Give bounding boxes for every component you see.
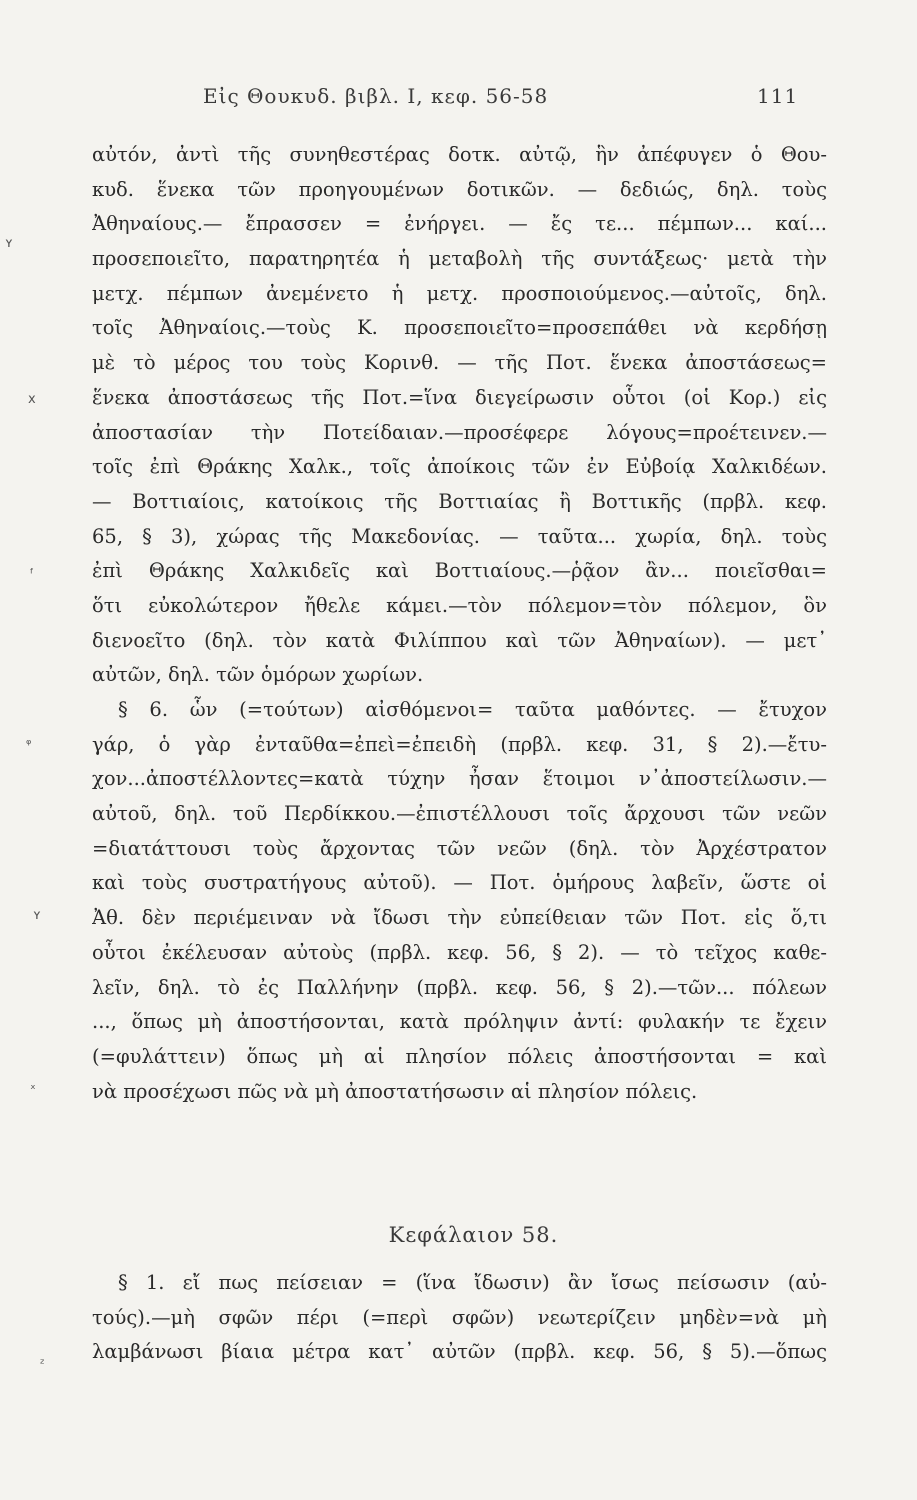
text-line: — Βοττιαίοις, κατοίκοις τῆς Βοττιαίας ἢ Βοττικῆς (πρβλ. κεφ. [92,489,827,513]
text-line: Ἀθ. δὲν περιέμειναν νὰ ἴδωσι τὴν εὐπείθειαν τῶν Ποτ. εἰς ὅ,τι [92,906,827,930]
text-line: ὅτι εὐκολώτερον ἤθελε κάμει.—τὸν πόλεμον=τὸν πόλεμον, ὃν [92,593,827,617]
text-line: προσεποιεῖτο, παρατηρητέα ἡ μεταβολὴ τῆς συντάξεως· μετὰ τὴν [92,247,827,271]
margin-mark: ᵩ [26,733,32,748]
page-number: 111 [757,84,799,108]
text-line: κυδ. ἕνεκα τῶν προηγουμένων δοτικῶν. — δεδιώς, δηλ. τοὺς [92,177,827,201]
margin-mark: ₓ [30,1078,36,1093]
margin-mark: ᶠ [30,567,34,582]
margin-mark: ᶻ [40,1357,45,1372]
text-line: ἀποστασίαν τὴν Ποτείδαιαν.—προσέφερε λόγους=προέτεινεν.— [92,420,827,444]
chapter-58-text [92,1266,827,1370]
text-line: αὐτῶν, δηλ. τῶν ὁμόρων χωρίων. [92,663,424,687]
running-title: Εἰς Θουκυδ. βιβλ. Ι, κεφ. 56-58 [203,84,549,108]
text-line: μὲ τὸ μέρος του τοὺς Κορινθ. — τῆς Ποτ. ἕνεκα ἀποστάσεως= [92,351,827,375]
text-line: νὰ προσέχωσι πῶς νὰ μὴ ἀποστατήσωσιν αἱ πλησίον πόλεις. [92,1079,698,1103]
margin-mark: ʏ [5,236,13,251]
text-line: 65, § 3), χώρας τῆς Μακεδονίας. — ταῦτα... χωρία, δηλ. τοὺς [92,524,827,548]
margin-mark: ⅹ [28,392,36,407]
text-line: γάρ, ὁ γὰρ ἐνταῦθα=ἐπεὶ=ἐπειδὴ (πρβλ. κεφ. 31, § 2).—ἔτυ- [92,732,827,756]
text-line: αὐτοῦ, δηλ. τοῦ Περδίκκου.—ἐπιστέλλουσι τοῖς ἄρχουσι τῶν νεῶν [92,802,827,826]
text-line: λαμβάνωσι βίαια μέτρα κατ᾽ αὐτῶν (πρβλ. κεφ. 56, § 5).—ὅπως [92,1340,827,1364]
text-line: χον...ἀποστέλλοντες=κατὰ τύχην ἦσαν ἕτοιμοι ν᾽ἀποστείλωσιν.— [92,767,827,791]
text-line: αὐτόν, ἀντὶ τῆς συνηθεστέρας δοτκ. αὐτῷ, ἣν ἀπέφυγεν ὁ Θου- [92,143,827,166]
text-line: τοῖς ἐπὶ Θράκης Χαλκ., τοῖς ἀποίκοις τῶν ἐν Εὐβοίᾳ Χαλκιδέων. [92,455,827,479]
commentary-text [92,138,827,1109]
text-line: λεῖν, δηλ. τὸ ἐς Παλλήνην (πρβλ. κεφ. 56, § 2).—τῶν... πόλεων [92,975,827,999]
text-line: (=φυλάττειν) ὅπως μὴ αἱ πλησίον πόλεις ἀποστήσονται = καὶ [92,1044,827,1068]
text-line: τούς).—μὴ σφῶν πέρι (=περὶ σφῶν) νεωτερίζειν μηδὲν=νὰ μὴ [92,1305,827,1329]
text-line: μετχ. πέμπων ἀνεμένετο ἡ μετχ. προσποιούμενος.—αὐτοῖς, δηλ. [92,281,827,305]
text-line: ..., ὅπως μὴ ἀποστήσονται, κατὰ πρόληψιν ἀντί: φυλακήν τε ἔχειν [92,1010,827,1034]
text-line: § 6. ὧν (=τούτων) αἰσθόμενοι= ταῦτα μαθόντες. — ἔτυχον [118,698,827,721]
text-line: οὗτοι ἐκέλευσαν αὐτοὺς (πρβλ. κεφ. 56, § 2). — τὸ τεῖχος καθε- [92,940,827,964]
text-line: § 1. εἴ πως πείσειαν = (ἵνα ἴδωσιν) ἂν ἴσως πείσωσιν (αὐ- [118,1271,827,1294]
margin-mark: ʏ [33,908,41,923]
chapter-heading: Κεφάλαιον 58. [388,1223,559,1247]
text-line: ἐπὶ Θράκης Χαλκιδεῖς καὶ Βοττιαίους.—ῥᾷον ἂν... ποιεῖσθαι= [92,559,827,583]
text-line: =διατάττουσι τοὺς ἄρχοντας τῶν νεῶν (δηλ. τὸν Ἀρχέστρατον [92,836,827,860]
text-line: τοῖς Ἀθηναίοις.—τοὺς Κ. προσεποιεῖτο=προσεπάθει νὰ κερδήσῃ [92,316,827,340]
text-line: διενοεῖτο (δηλ. τὸν κατὰ Φιλίππου καὶ τῶν Ἀθηναίων). — μετ᾽ [92,628,827,652]
text-line: ἕνεκα ἀποστάσεως τῆς Ποτ.=ἵνα διεγείρωσιν οὗτοι (οἱ Κορ.) εἰς [92,385,827,409]
text-line: καὶ τοὺς συστρατήγους αὐτοῦ). — Ποτ. ὁμήρους λαβεῖν, ὥστε οἱ [92,871,827,895]
text-line: Ἀθηναίους.— ἔπρασσεν = ἐνήργει. — ἔς τε... πέμπων... καί... [92,212,827,236]
running-header [0,84,917,114]
